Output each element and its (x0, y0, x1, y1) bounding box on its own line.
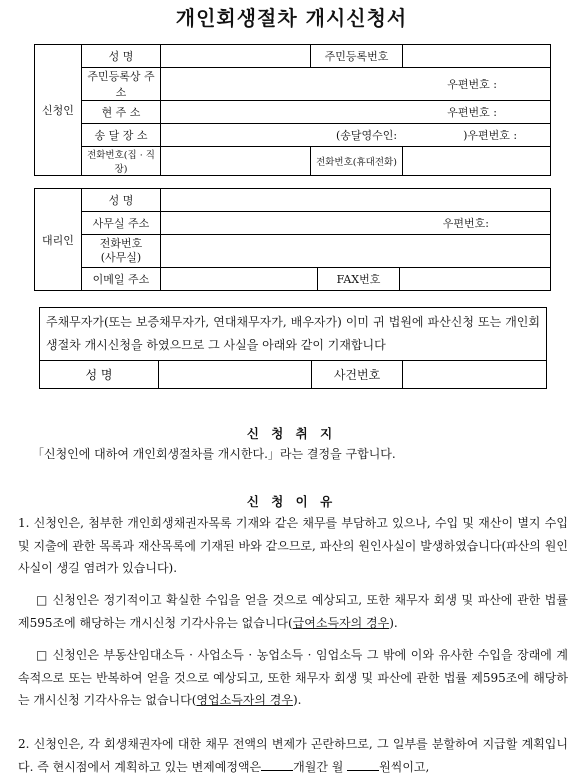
applicant-side-label: 신청인 (35, 45, 82, 176)
phone-mobile-field[interactable] (403, 147, 551, 176)
resident-no-field[interactable] (403, 45, 551, 68)
reg-address-field[interactable] (161, 68, 551, 101)
notice-text: 주채무자가(또는 보증채무자가, 연대채무자가, 배우자가) 이미 귀 법원에 파산신청 또는 개인회생절차 개시신청을 하였으므로 그 사실을 아래와 같이 기재합니다 (39, 307, 547, 360)
fax-field[interactable] (400, 268, 551, 291)
notice-name-field[interactable] (159, 361, 312, 389)
delivery-label: 송 달 장 소 (82, 124, 161, 147)
delivery-field[interactable] (161, 124, 551, 147)
reason-paragraph-1: 1. 신청인은, 첨부한 개인회생채권자목록 기재와 같은 채무를 부담하고 있으나, 수입 및 재산이 별지 수입 및 지출에 관한 목록과 재산목록에 기재된 바와 같으므로, 파산의 원인사실이 발생하였습니다(파산의 원인사실이 생길 염려가 있습니다). (18, 516, 568, 575)
case-no-field[interactable] (403, 361, 547, 389)
phone-home-field[interactable] (161, 147, 311, 176)
reg-address-label: 주민등록상 주소 (82, 68, 161, 101)
postal-label: 우편번호 : (447, 78, 497, 91)
agent-name-label: 성 명 (82, 189, 161, 212)
reason-paragraph-3: □ 신청인은 부동산임대소득 · 사업소득 · 농업소득 · 임업소득 그 밖에 이와 유사한 수입을 장래에 계속적으로 또는 반복하여 얻을 것으로 예상되고, 또한 채무자 회생 및 파산에 관한 법률 제595조에 해당하는 개시신청 기각사유는 없습니다(영업소득자의 경우). (18, 648, 568, 707)
reason-paragraph-4: 2. 신청인은, 각 회생채권자에 대한 채무 전액의 변제가 곤란하므로, 그 일부를 분할하여 지급할 계획입니다. 즉 현시점에서 계획하고 있는 변제예정액은 개월간 월 원씩이고, (18, 737, 568, 774)
page-title: 개인회생절차 개시신청서 (175, 6, 408, 30)
phone-mobile-label: 전화번호(휴대전화) (311, 147, 403, 176)
office-field[interactable] (161, 212, 551, 235)
notice-name-label: 성 명 (40, 361, 159, 389)
reason-heading: 신 청 이 유 (246, 494, 337, 509)
agent-postal-label: 우편번호: (442, 217, 489, 230)
agent-phone-label: 전화번호 (사무실) (82, 235, 161, 268)
current-address-label: 현 주 소 (82, 101, 161, 124)
agent-phone-field[interactable] (161, 235, 551, 268)
current-address-field[interactable] (161, 101, 551, 124)
notice-table (39, 360, 547, 389)
fax-label: FAX번호 (318, 268, 400, 291)
amount-blank[interactable] (347, 758, 379, 771)
agent-name-field[interactable] (161, 189, 551, 212)
months-blank[interactable] (261, 758, 293, 771)
email-label: 이메일 주소 (82, 268, 161, 291)
name-field[interactable] (161, 45, 311, 68)
email-field[interactable] (161, 268, 318, 291)
delivery-postal-label: )우편번호 : (463, 129, 518, 142)
reason-paragraph-2: □ 신청인은 정기적이고 확실한 수입을 얻을 것으로 예상되고, 또한 채무자 회생 및 파산에 관한 법률 제595조에 해당하는 개시신청 기각사유는 없습니다(급여소득자의 경우). (18, 593, 568, 630)
recipient-label: (송달영수인: (336, 129, 398, 142)
case-no-label: 사건번호 (312, 361, 403, 389)
agent-side-label: 대리인 (35, 189, 82, 291)
purpose-text: 「신청인에 대하여 개인회생절차를 개시한다.」라는 결정을 구합니다. (32, 447, 396, 461)
phone-home-label: 전화번호(집 · 직장) (82, 147, 161, 176)
postal-label-2: 우편번호 : (447, 106, 497, 119)
purpose-heading: 신 청 취 지 (246, 426, 337, 441)
agent-table (34, 188, 551, 291)
name-label: 성 명 (82, 45, 161, 68)
resident-no-label: 주민등록번호 (311, 45, 403, 68)
applicant-table (34, 44, 551, 176)
office-label: 사무실 주소 (82, 212, 161, 235)
